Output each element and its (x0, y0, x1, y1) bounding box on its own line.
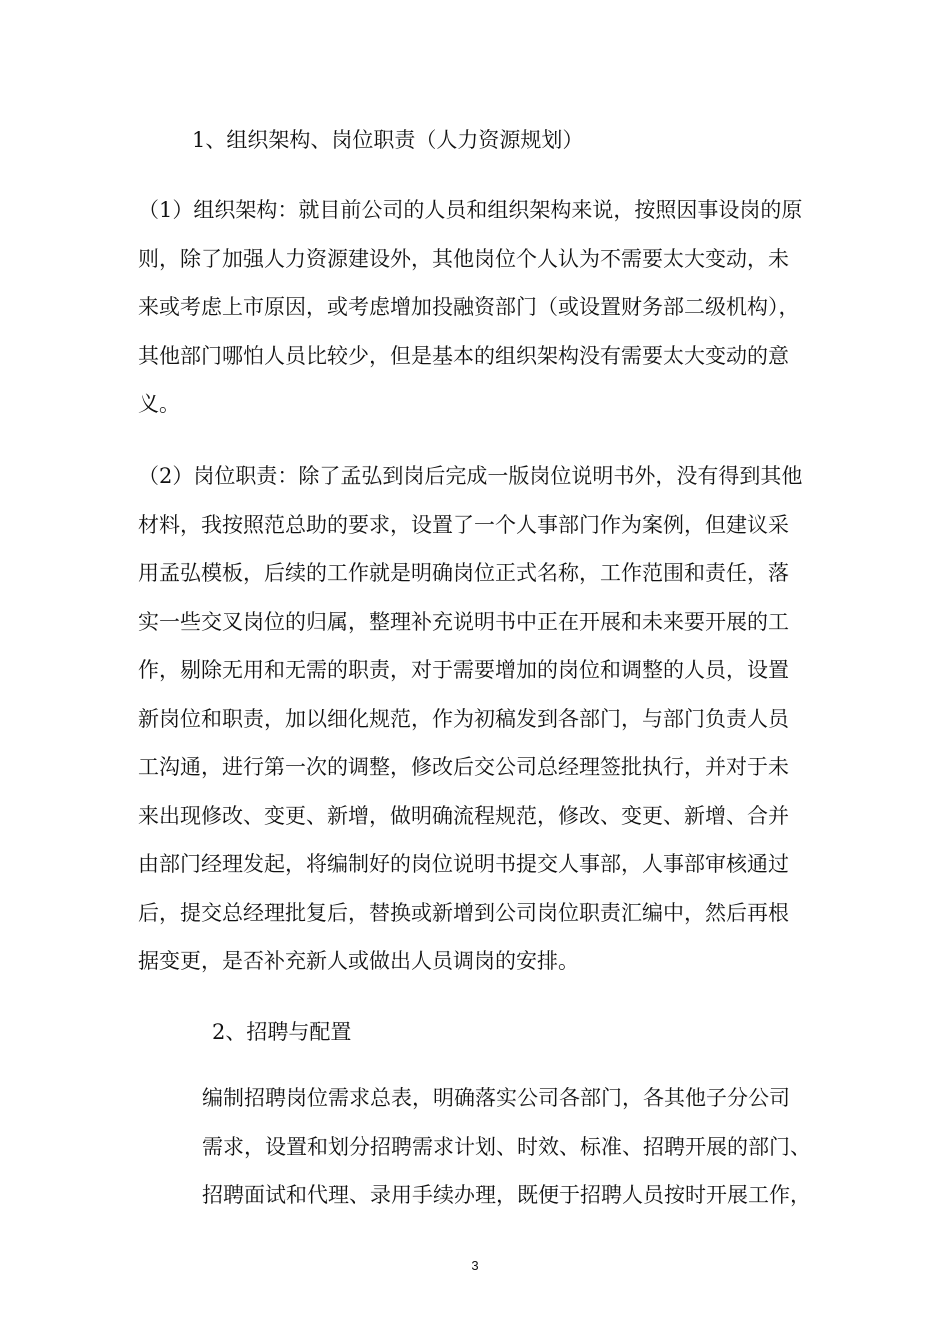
paragraph-line: 需求，设置和划分招聘需求计划、时效、标准、招聘开展的部门、 (202, 1134, 811, 1159)
paragraph-job-duties (138, 452, 838, 986)
paragraph-line: 据变更，是否补充新人或做出人员调岗的安排。 (138, 949, 579, 973)
section1-heading: 1、组织架构、岗位职责（人力资源规划） (192, 128, 584, 152)
paragraph-line: 则，除了加强人力资源建设外，其他岗位个人认为不需要太大变动，未 (138, 246, 789, 271)
page-number: 3 (471, 1258, 479, 1273)
paragraph-line: 招聘面试和代理、录用手续办理，既便于招聘人员按时开展工作， (202, 1183, 811, 1207)
paragraph-line: 作，剔除无用和无需的职责，对于需要增加的岗位和调整的人员，设置 (138, 658, 789, 682)
paragraph-line: 用孟弘模板，后续的工作就是明确岗位正式名称，工作范围和责任，落 (138, 561, 789, 585)
paragraph-line: （1）组织架构：就目前公司的人员和组织架构来说，按照因事设岗的原 (138, 198, 803, 222)
paragraph-line: 来出现修改、变更、新增，做明确流程规范，修改、变更、新增、合并 (138, 803, 789, 828)
paragraph-line: 由部门经理发起，将编制好的岗位说明书提交人事部，人事部审核通过 (138, 852, 789, 876)
paragraph-recruitment (202, 1074, 842, 1220)
paragraph-line: 其他部门哪怕人员比较少，但是基本的组织架构没有需要太大变动的意 (138, 343, 789, 368)
paragraph-org-structure (138, 186, 838, 429)
paragraph-line: （2）岗位职责：除了孟弘到岗后完成一版岗位说明书外，没有得到其他 (138, 464, 803, 488)
paragraph-line: 编制招聘岗位需求总表，明确落实公司各部门，各其他子分公司 (202, 1086, 790, 1110)
section2-heading: 2、招聘与配置 (212, 1020, 352, 1044)
paragraph-line: 工沟通，进行第一次的调整，修改后交公司总经理签批执行，并对于未 (138, 755, 789, 779)
paragraph-line: 义。 (138, 392, 180, 416)
paragraph-line: 新岗位和职责，加以细化规范，作为初稿发到各部门，与部门负责人员 (138, 706, 789, 731)
paragraph-line: 后，提交总经理批复后，替换或新增到公司岗位职责汇编中，然后再根 (138, 900, 789, 925)
paragraph-line: 实一些交叉岗位的归属，整理补充说明书中正在开展和未来要开展的工 (138, 609, 789, 634)
paragraph-line: 材料，我按照范总助的要求，设置了一个人事部门作为案例，但建议采 (138, 512, 789, 537)
paragraph-line: 来或考虑上市原因，或考虑增加投融资部门（或设置财务部二级机构）， (138, 295, 800, 319)
